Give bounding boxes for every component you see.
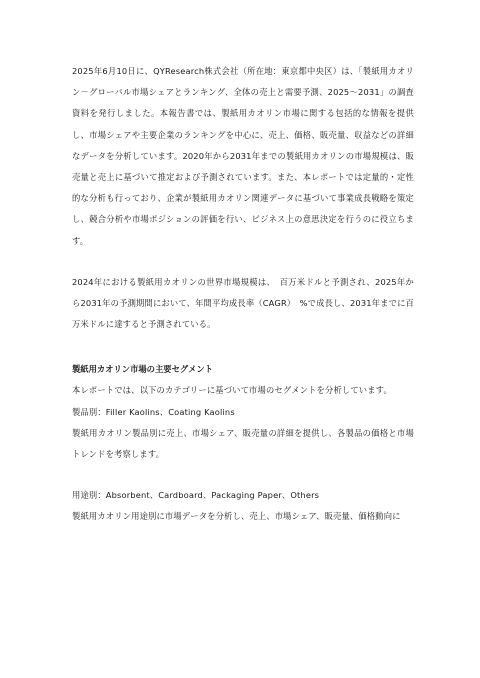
market-size-paragraph: 2024年における製紙用カオリンの世界市場規模は、 百万米ドルと予測され、2025年から2031年の予測期間において、年間平均成長率（CAGR） %で成長し、2031年までに百万米ドルに達すると予測されている。 xyxy=(72,276,414,330)
segment-heading: 製紙用カオリン市場の主要セグメント xyxy=(72,364,213,375)
by-application-description: 製紙用カオリン用途別に市場データを分析し、売上、市場シェア、販売量、価格動向に xyxy=(72,511,401,522)
by-product-label: 製品別：Filler Kaolins、Coating Kaolins xyxy=(72,406,235,417)
spacer xyxy=(72,465,414,485)
intro-paragraph: 2025年6月10日に、QYResearch株式会社（所在地：東京都中央区）は、「製紙用カオリン－グローバル市場シェアとランキング、全体の売上と需要予測、2025～2031」の調査資料を発行しました。本報告書では、製紙用カオリン市場に関する包括的な情報を提供し、市場シェアや主要企業のランキングを中心に、売上、価格、販売量、収益などの詳細なデータを分析しています。2020年から2031年までの製紙用カオリンの市場規模は、販売量と売上に基づいて推定および予測されています。また、本レポートでは定量的・定性的な分析も行っており、企業が製紙用カオリン関連データに基づいて事業成長戦略を策定し、競合分析や市場ポジションの評価を行い、ビジネス上の意思決定を行うのに役立ちます。 xyxy=(72,66,414,246)
by-application-label: 用途別：Absorbent、Cardboard、Packaging Paper、Others xyxy=(72,490,320,501)
by-product-description: 製紙用カオリン製品別に売上、市場シェア、販売量の詳細を提供し、各製品の価格と市場トレンドを考察します。 xyxy=(72,427,414,460)
segment-intro: 本レポートでは、以下のカテゴリーに基づいて市場のセグメントを分析しています。 xyxy=(72,385,392,396)
document-page xyxy=(72,61,414,528)
